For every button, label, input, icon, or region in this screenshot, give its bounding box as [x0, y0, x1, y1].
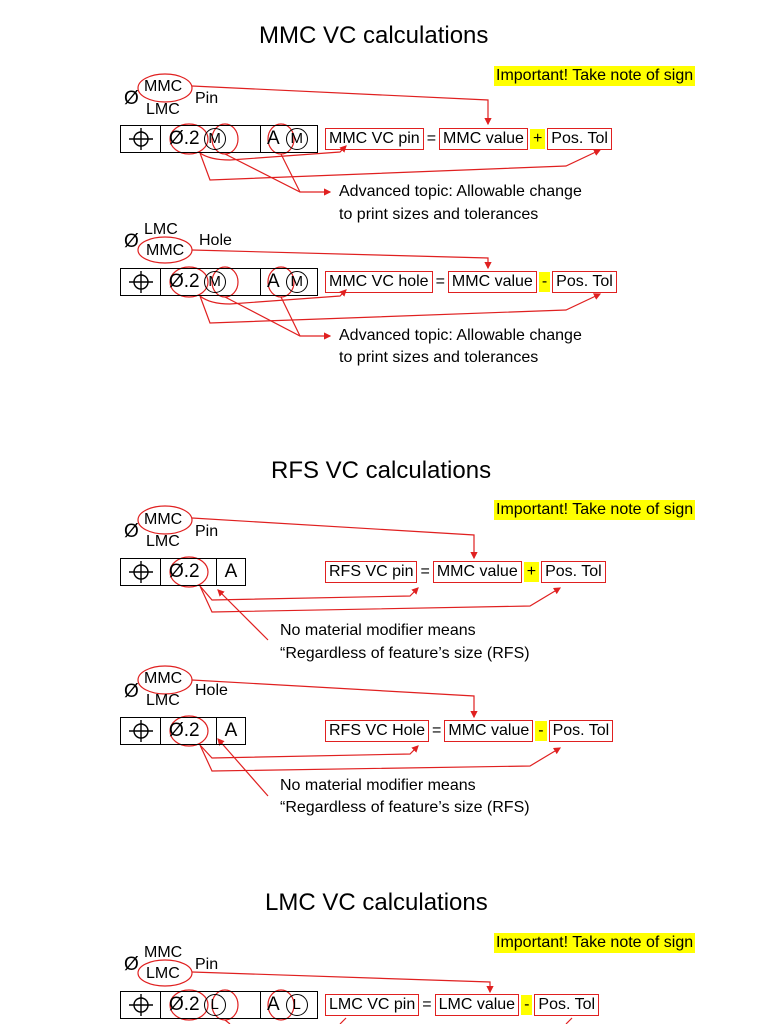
datum-cell — [217, 718, 245, 744]
position-symbol — [121, 992, 161, 1018]
position-icon — [128, 561, 154, 583]
eq-label: LMC VC pin — [325, 994, 419, 1016]
position-symbol — [121, 269, 161, 295]
tolerance-cell — [161, 718, 217, 744]
eq-equals: = — [435, 273, 445, 290]
feature-label: Pin — [195, 523, 219, 540]
connector-line — [218, 590, 268, 640]
datum-cell — [217, 559, 245, 585]
tolerance-value: Ø.2 — [169, 994, 200, 1015]
datum-letter: A — [267, 994, 280, 1015]
connector-line — [200, 294, 600, 323]
tolerance-value: Ø.2 — [169, 561, 200, 582]
eq-value: MMC value — [444, 720, 533, 742]
datum-cell — [261, 269, 317, 295]
eq-tolerance: Pos. Tol — [541, 561, 606, 583]
tolerance-cell — [161, 126, 261, 152]
eq-label: MMC VC pin — [325, 128, 424, 150]
eq-tolerance: Pos. Tol — [547, 128, 612, 150]
feature-control-frame — [120, 268, 318, 296]
eq-value: LMC value — [435, 994, 519, 1016]
feature-label: Hole — [199, 232, 232, 249]
feature-control-frame — [120, 991, 318, 1019]
top-condition-label: MMC — [144, 511, 183, 528]
bottom-condition-label: LMC — [146, 692, 180, 709]
diameter-symbol: Ø — [124, 231, 139, 252]
feature-control-frame — [120, 717, 246, 745]
position-symbol — [121, 718, 161, 744]
eq-sign: + — [524, 562, 539, 582]
datum-cell — [261, 992, 317, 1018]
eq-tolerance: Pos. Tol — [552, 271, 617, 293]
tolerance-value: Ø.2 — [169, 271, 200, 292]
vc-equation — [325, 994, 599, 1016]
feature-control-frame — [120, 558, 246, 586]
datum-modifier: L — [286, 994, 308, 1016]
tolerance-cell — [161, 269, 261, 295]
connector-line — [200, 586, 418, 600]
datum-cell — [261, 126, 317, 152]
position-symbol — [121, 559, 161, 585]
connector-line — [192, 518, 474, 558]
connector-line — [340, 1018, 346, 1024]
datum-letter: A — [224, 720, 238, 741]
connector-line — [200, 150, 600, 180]
material-modifier: L — [204, 994, 226, 1016]
eq-value: MMC value — [439, 128, 528, 150]
eq-equals: = — [432, 722, 442, 739]
comment-line: Advanced topic: Allowable change — [339, 183, 582, 200]
bottom-condition-label: LMC — [146, 533, 180, 550]
connector-line — [281, 297, 300, 336]
comment-line: “Regardless of feature’s size (RFS) — [280, 799, 530, 816]
tolerance-value: Ø.2 — [169, 720, 200, 741]
connector-line — [192, 680, 474, 717]
vc-equation — [325, 128, 612, 150]
important-note: Important! Take note of sign — [496, 501, 694, 518]
comment-line: “Regardless of feature’s size (RFS) — [280, 645, 530, 662]
comment-line: to print sizes and tolerances — [339, 349, 539, 366]
connector-line — [281, 154, 300, 192]
diameter-symbol: Ø — [124, 521, 139, 542]
datum-modifier: M — [286, 128, 308, 150]
eq-equals: = — [422, 996, 432, 1013]
material-modifier: M — [204, 271, 226, 293]
connector-line — [566, 1018, 572, 1024]
top-condition-label: MMC — [144, 670, 183, 687]
feature-control-frame — [120, 125, 318, 153]
vc-equation — [325, 720, 613, 742]
position-icon — [128, 271, 154, 293]
comment-line: No material modifier means — [280, 622, 476, 639]
eq-equals: = — [426, 130, 437, 147]
datum-letter: A — [267, 271, 280, 292]
section-title: LMC VC calculations — [265, 889, 488, 916]
feature-label: Pin — [195, 956, 219, 973]
connector-line — [192, 972, 490, 992]
position-icon — [128, 128, 154, 150]
top-condition-label: LMC — [144, 221, 178, 238]
top-condition-label: MMC — [144, 78, 183, 95]
eq-tolerance: Pos. Tol — [549, 720, 614, 742]
eq-sign: - — [535, 721, 546, 741]
tolerance-cell — [161, 559, 217, 585]
feature-label: Pin — [195, 90, 219, 107]
comment-line: Advanced topic: Allowable change — [339, 327, 582, 344]
bottom-condition-label: LMC — [146, 101, 180, 118]
important-note: Important! Take note of sign — [496, 67, 694, 84]
eq-sign: + — [530, 129, 545, 149]
top-condition-label: MMC — [144, 944, 183, 961]
eq-tolerance: Pos. Tol — [534, 994, 599, 1016]
vc-equation — [325, 271, 617, 293]
eq-label: RFS VC pin — [325, 561, 417, 583]
important-note: Important! Take note of sign — [496, 934, 694, 951]
eq-label: MMC VC hole — [325, 271, 433, 293]
tolerance-cell — [161, 992, 261, 1018]
comment-line: No material modifier means — [280, 777, 476, 794]
bottom-condition-label: MMC — [146, 242, 185, 259]
section-title: RFS VC calculations — [271, 457, 492, 484]
connector-line — [225, 1020, 230, 1024]
eq-label: RFS VC Hole — [325, 720, 429, 742]
material-modifier: M — [204, 128, 226, 150]
section-title: MMC VC calculations — [259, 22, 489, 49]
eq-value: MMC value — [433, 561, 522, 583]
connector-line — [218, 739, 268, 796]
datum-letter: A — [224, 561, 238, 582]
connector-line — [192, 250, 488, 268]
diameter-symbol: Ø — [124, 954, 139, 975]
datum-modifier: M — [286, 271, 308, 293]
tolerance-value: Ø.2 — [169, 128, 200, 149]
position-icon — [128, 720, 154, 742]
eq-equals: = — [420, 563, 430, 580]
comment-line: to print sizes and tolerances — [339, 206, 539, 223]
connector-line — [192, 86, 488, 124]
bottom-condition-label: LMC — [146, 965, 180, 982]
diameter-symbol: Ø — [124, 681, 139, 702]
feature-label: Hole — [195, 682, 228, 699]
vc-equation — [325, 561, 606, 583]
diameter-symbol: Ø — [124, 88, 139, 109]
datum-letter: A — [267, 128, 280, 149]
eq-value: MMC value — [448, 271, 537, 293]
eq-sign: - — [521, 995, 532, 1015]
connector-line — [200, 745, 560, 771]
eq-sign: - — [539, 272, 550, 292]
position-icon — [128, 994, 154, 1016]
position-symbol — [121, 126, 161, 152]
